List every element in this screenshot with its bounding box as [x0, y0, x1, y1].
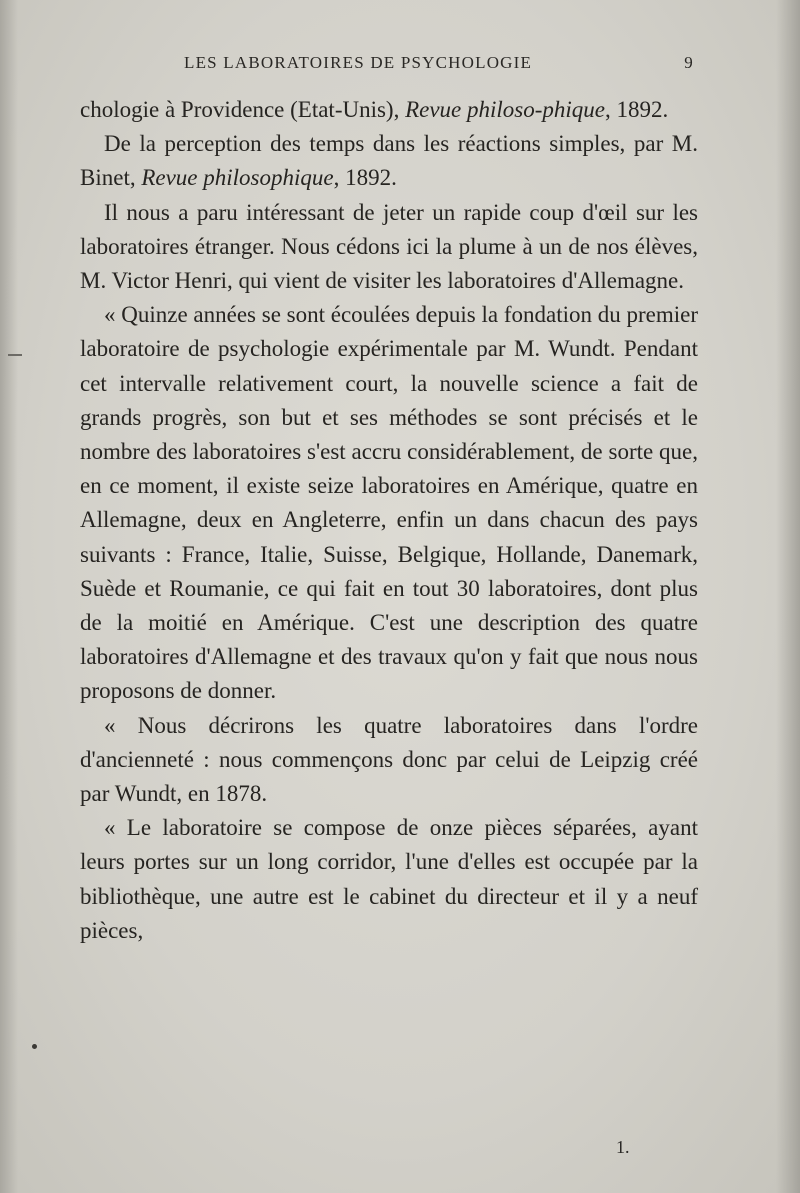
- paragraph-text: « Quinze années se sont écoulées depuis la fondation du premier laboratoire de psychologie expérimentale par M. Wundt. Pendant cet intervalle relativement court, la nouvelle science a fait de grands progrès, son but et ses méthodes se sont précisés et le nombre des laboratoires s'est accru considérablement, de sorte que, en ce moment, il existe seize laboratoires en Amérique, quatre en Allemagne, deux en Angleterre, enfin un dans chacun des pays suivants : France, Italie, Suisse, Belgique, Hollande, Danemark, Suède et Roumanie, ce qui fait en tout 30 laboratoires, dont plus de la moitié en Amérique. C'est une description des quatre laboratoires d'Allemagne et des travaux qu'on y fait que nous nous proposons de donner.: [80, 302, 698, 704]
- paragraph-text: « Le laboratoire se compose de onze pièces séparées, ayant leurs portes sur un long corridor, l'une d'elles est occupée par la bibliothèque, une autre est le cabinet du directeur et il y a neuf pièces,: [80, 815, 698, 943]
- italic-text: Revue philoso-phique: [405, 97, 606, 122]
- margin-dot: [32, 1044, 37, 1049]
- page-number: 9: [684, 53, 694, 72]
- running-head: [80, 53, 698, 77]
- binding-shadow: [0, 0, 18, 1193]
- paragraph: [80, 709, 698, 812]
- body-text: [80, 93, 698, 948]
- signature-mark: 1.: [616, 1137, 630, 1157]
- paragraph-text: , 1892.: [605, 97, 669, 122]
- paragraph-text: , 1892.: [333, 165, 397, 191]
- running-head-title: LES LABORATOIRES DE PSYCHOLOGIE: [184, 53, 533, 72]
- paragraph: [80, 811, 698, 948]
- paragraph-text: Il nous a paru intéressant de jeter un rapide coup d'œil sur les laboratoires étranger. Nous cédons ici la plume à un de nos élèves, M. Victor Henri, qui vient de visiter les laboratoires d'Allemagne.: [80, 199, 698, 294]
- paragraph-text: chologie à Providence (Etat-Unis),: [80, 97, 406, 122]
- page-edge-shadow: [776, 0, 800, 1193]
- paragraph: [80, 127, 698, 195]
- paragraph: [80, 93, 698, 127]
- margin-mark: [8, 354, 22, 356]
- paragraph-text: De la perception des temps dans les réactions simples, par M. Binet,: [80, 131, 698, 191]
- italic-text: Revue philosophique: [141, 165, 334, 191]
- paragraph-text: « Nous décrirons les quatre laboratoires dans l'ordre d'ancienneté : nous commençons donc par celui de Leipzig créé par Wundt, en 1878.: [80, 712, 698, 807]
- paragraph: [80, 196, 698, 299]
- paragraph: [80, 298, 698, 708]
